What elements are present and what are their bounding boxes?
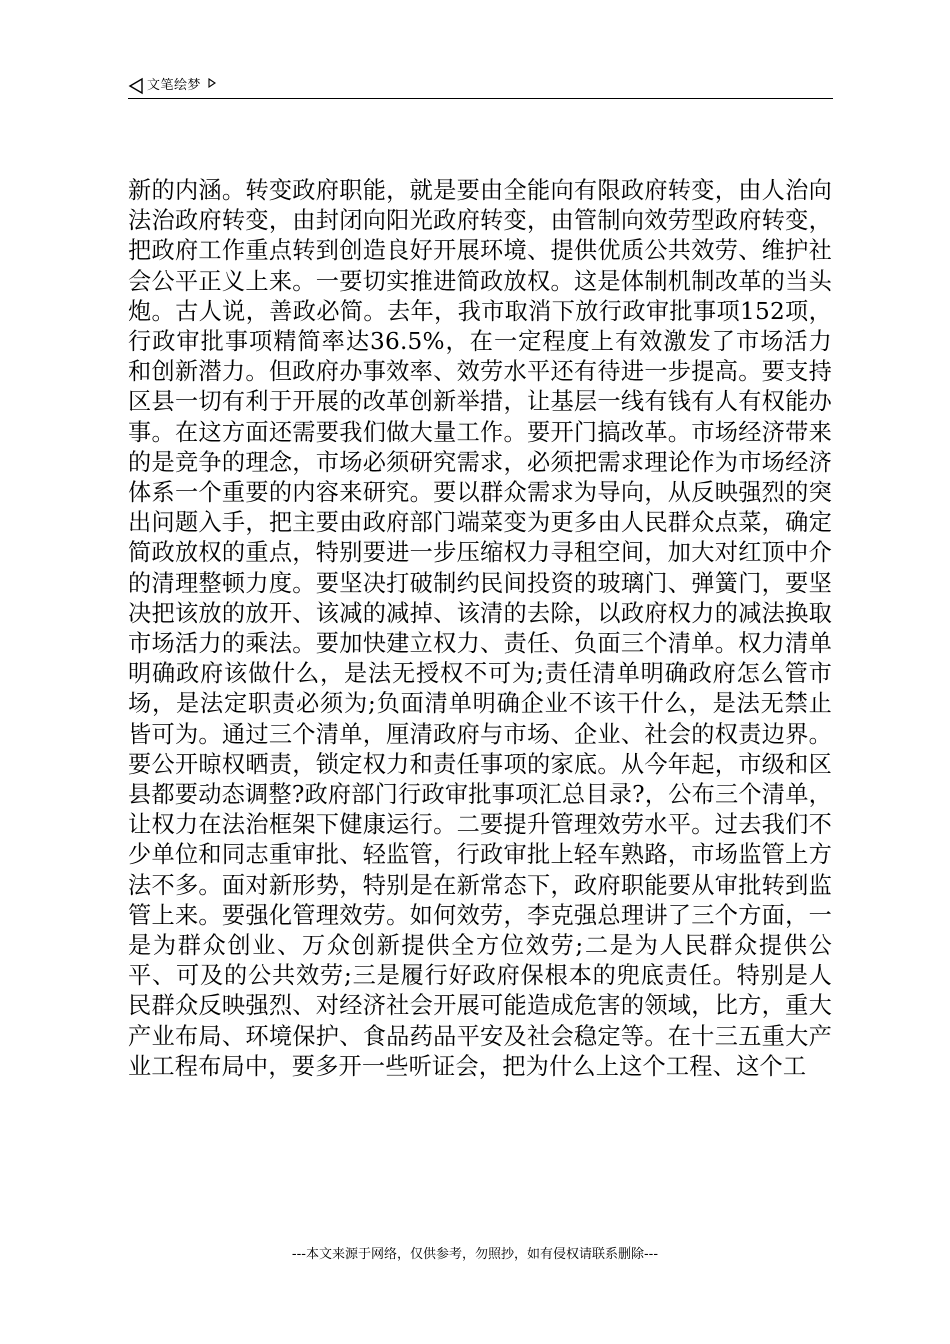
header-title: 文笔绘梦 [147, 78, 202, 93]
footer-disclaimer: ---本文来源于网络，仅供参考，勿照抄，如有侵权请联系删除--- [291, 1247, 659, 1262]
page-header [128, 74, 833, 99]
triangle-right-outline-icon [207, 77, 217, 89]
body-paragraph: 新的内涵。转变政府职能，就是要由全能向有限政府转变，由人治向法治政府转变，由封闭向阳光政府转变，由管制向效劳型政府转变，把政府工作重点转到创造良好开展环境、提供优质公共效劳、维护社会公平正义上来。一要切实推进简政放权。这是体制机制改革的当头炮。古人说，善政必简。去年，我市取消下放行政审批事项152项，行政审批事项精简率达36.5%，在一定程度上有效激发了市场活力和创新潜力。但政府办事效率、效劳水平还有待进一步提高。要支持区县一切有利于开展的改革创新举措，让基层一线有钱有人有权能办事。在这方面还需要我们做大量工作。要开门搞改革。市场经济带来的是竞争的理念，市场必须研究需求，必须把需求理论作为市场经济体系一个重要的内容来研究。要以群众需求为导向，从反映强烈的突出问题入手，把主要由政府部门端菜变为更多由人民群众点菜，确定简政放权的重点，特别要进一步压缩权力寻租空间，加大对红顶中介的清理整顿力度。要坚决打破制约民间投资的玻璃门、弹簧门，要坚决把该放的放开、该减的减掉、该清的去除，以政府权力的减法换取市场活力的乘法。要加快建立权力、责任、负面三个清单。权力清单明确政府该做什么，是法无授权不可为;责任清单明确政府怎么管市场，是法定职责必须为;负面清单明确企业不该干什么，是法无禁止皆可为。通过三个清单，厘清政府与市场、企业、社会的权责边界。要公开晾权晒责，锁定权力和责任事项的家底。从今年起，市级和区县都要动态调整?政府部门行政审批事项汇总目录?，公布三个清单，让权力在法治框架下健康运行。二要提升管理效劳水平。过去我们不少单位和同志重审批、轻监管，行政审批上轻车熟路，市场监管上方法不多。面对新形势，特别是在新常态下，政府职能要从审批转到监管上来。要强化管理效劳。如何效劳，李克强总理讲了三个方面，一是为群众创业、万众创新提供全方位效劳;二是为人民群众提供公平、可及的公共效劳;三是履行好政府保根本的兜底责任。特别是人民群众反映强烈、对经济社会开展可能造成危害的领域，比方，重大产业布局、环境保护、食品药品平安及社会稳定等。在十三五重大产业工程布局中，要多开一些听证会，把为什么上这个工程、这个工 [128, 177, 832, 1080]
triangle-left-outline-icon [128, 77, 144, 95]
